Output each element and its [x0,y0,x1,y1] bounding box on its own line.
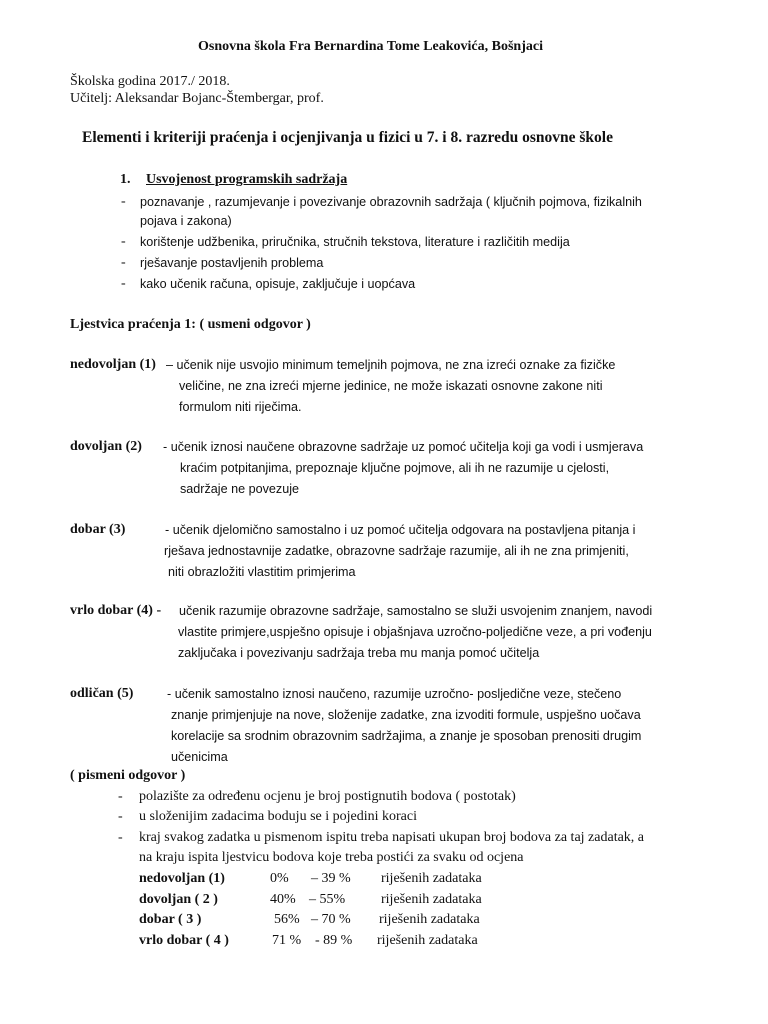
grade-description: učenik razumije obrazovne sadržaje, samostalno se služi usvojenim znanjem, navodi [179,604,653,618]
bullet-dash: - [118,789,123,804]
score-grade: vrlo dobar ( 4 ) [139,933,229,948]
list-item: poznavanje , razumjevanje i povezivanje obrazovnih sadržaja ( ključnih pojmova, fizikalnih [140,195,642,209]
score-label: riješenih zadataka [379,912,480,927]
bullet-dash: - [121,194,126,209]
list-item: pojava i zakona) [140,214,232,228]
list-item: kako učenik računa, opisuje, zaključuje i uopćava [140,277,416,291]
list-item: rješavanje postavljenih problema [140,256,324,270]
grade-label: nedovoljan (1) [70,357,156,372]
bullet-dash: - [121,255,126,270]
grade-description: - učenik samostalno iznosi naučeno, razumije uzročno- posljedične veze, stečeno [167,687,622,701]
grade-label: dovoljan (2) [70,439,142,454]
grade-description: znanje primjenjuje na nove, složenije zadatke, zna izvoditi formule, uspješno uočava [171,708,641,722]
grade-description: – učenik nije usvojio minimum temeljnih pojmova, ne zna izreći oznake za fizičke [166,358,616,372]
score-from: 40% [270,892,296,907]
grade-description: vlastite primjere,uspješno opisuje i objašnjava uzročno-poljedične veze, a pri vođenju [178,625,652,639]
bullet-dash: - [121,234,126,249]
score-grade: dovoljan ( 2 ) [139,892,218,907]
list-item: kraj svakog zadatka u pismenom ispitu treba napisati ukupan broj bodova za taj zadatak, a [139,830,645,845]
grade-description: korelacije sa srodnim obrazovnim sadržajima, a znanje je sposoban prenositi drugim [171,729,642,743]
grade-description: zaključaka i povezivanju sadržaja treba mu manja pomoć učitelja [178,646,540,660]
score-label: riješenih zadataka [381,871,482,886]
school-name: Osnovna škola Fra Bernardina Tome Leakovića, Bošnjaci [198,39,543,54]
grade-description: veličine, ne zna izreći mjerne jedinice, ne može iskazati osnovne zakone niti [179,379,603,393]
school-year: Školska godina 2017./ 2018. [70,74,230,89]
list-item: na kraju ispita ljestvicu bodova koje treba postići za svaku od ocjena [139,850,524,865]
grade-description: kraćim potpitanjima, prepoznaje ključne pojmove, ali ih ne razumije u cjelosti, [180,461,610,475]
bullet-dash: - [118,809,123,824]
bullet-dash: - [118,830,123,845]
written-heading: ( pismeni odgovor ) [70,768,186,783]
score-label: riješenih zadataka [381,892,482,907]
list-item: korištenje udžbenika, priručnika, stručnih tekstova, literature i različitih medija [140,235,570,249]
grade-label: dobar (3) [70,522,126,537]
score-to: – 55% [309,892,346,907]
grade-description: sadržaje ne povezuje [180,482,300,496]
section-heading: Usvojenost programskih sadržaja [146,172,348,187]
score-grade: dobar ( 3 ) [139,912,202,927]
grade-description: formulom niti riječima. [179,400,302,414]
score-to: - 89 % [315,933,353,948]
section-number: 1. [120,172,131,187]
list-item: u složenijim zadacima boduju se i pojedini koraci [139,809,417,824]
scale-heading: Ljestvica praćenja 1: ( usmeni odgovor ) [70,317,311,332]
grade-description: rješava jednostavnije zadatke, obrazovne sadržaje razumije, ali ih ne zna primjeniti, [164,544,629,558]
score-to: – 70 % [311,912,351,927]
score-label: riješenih zadataka [377,933,478,948]
list-item: polazište za određenu ocjenu je broj postignutih bodova ( postotak) [139,789,516,804]
score-from: 0% [270,871,289,886]
score-from: 71 % [272,933,302,948]
grade-description: niti obrazložiti vlastitim primjerima [168,565,356,579]
score-to: – 39 % [311,871,351,886]
document-title: Elementi i kriteriji praćenja i ocjenjivanja u fizici u 7. i 8. razredu osnovne škole [82,129,613,146]
grade-label: odličan (5) [70,686,134,701]
score-from: 56% [274,912,300,927]
grade-label: vrlo dobar (4) - [70,603,162,618]
grade-description: učenicima [171,750,228,764]
bullet-dash: - [121,276,126,291]
grade-description: - učenik iznosi naučene obrazovne sadržaje uz pomoć učitelja koji ga vodi i usmjerava [163,440,644,454]
grade-description: - učenik djelomično samostalno i uz pomoć učitelja odgovara na postavljena pitanja i [165,523,636,537]
score-grade: nedovoljan (1) [139,871,225,886]
teacher-name: Učitelj: Aleksandar Bojanc-Štembergar, prof. [70,91,324,106]
